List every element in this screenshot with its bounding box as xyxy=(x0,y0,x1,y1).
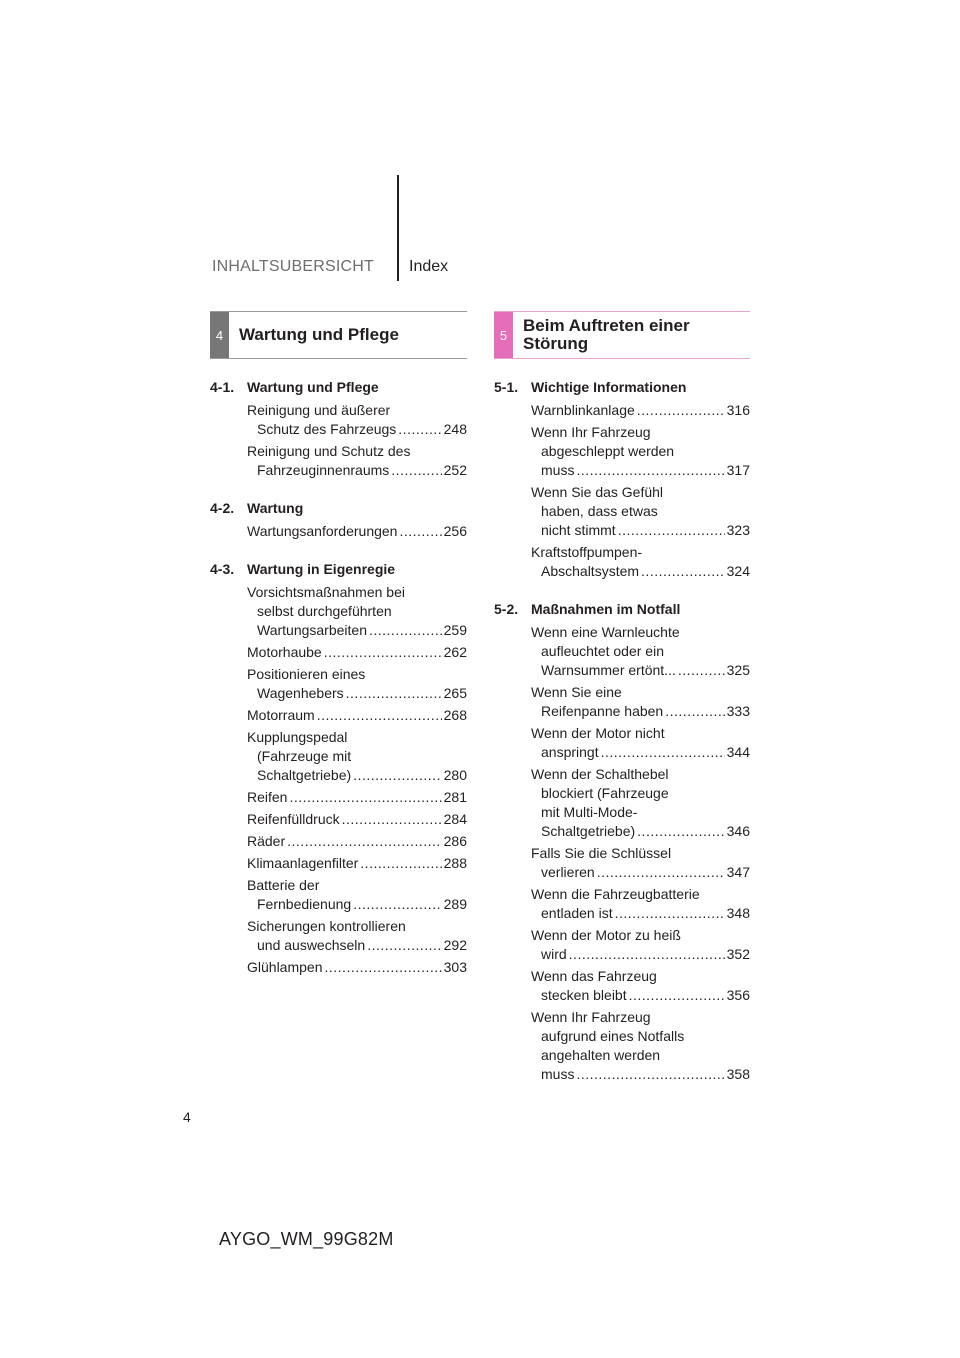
section-4-header xyxy=(210,311,467,359)
entry-last-line xyxy=(247,895,467,914)
entry-line: anspringt xyxy=(541,744,599,760)
toc-entry-link[interactable] xyxy=(247,876,467,914)
dot-leader xyxy=(637,822,724,841)
dot-leader xyxy=(369,621,442,640)
entry-last-line xyxy=(247,854,467,873)
entry-line: nicht stimmt xyxy=(541,522,616,538)
toc-entry-link[interactable] xyxy=(247,788,467,807)
toc-entry-link[interactable] xyxy=(247,665,467,703)
section-5-title: Beim Auftreten einer Störung xyxy=(523,316,690,353)
entry-last-line xyxy=(531,461,750,480)
entry-line: Positionieren eines xyxy=(247,666,366,682)
subsection-title: Wartung in Eigenregie xyxy=(247,561,396,577)
dot-leader xyxy=(597,863,725,882)
subsection-heading xyxy=(210,499,467,518)
entry-line: muss xyxy=(541,1066,575,1082)
dot-leader xyxy=(325,958,442,977)
toc-entry-link[interactable] xyxy=(531,844,750,882)
entry-line: blockiert (Fahrzeuge xyxy=(541,785,669,801)
entry-last-line xyxy=(531,822,750,841)
entry-last-line xyxy=(247,766,467,785)
toc-entry-link[interactable] xyxy=(247,958,467,977)
dot-leader xyxy=(324,643,442,662)
dot-leader xyxy=(289,788,441,807)
dot-leader xyxy=(367,936,441,955)
entry-line: Wenn Ihr Fahrzeug xyxy=(531,1009,651,1025)
toc-entry-link[interactable] xyxy=(247,728,467,785)
dot-leader xyxy=(601,743,725,762)
dot-leader xyxy=(317,706,442,725)
toc-entry-link[interactable] xyxy=(531,926,750,964)
entry-page-number: 268 xyxy=(443,707,467,723)
entry-page-number: 252 xyxy=(443,462,467,478)
entry-line: Reifenpanne haben xyxy=(541,703,664,719)
entry-line: Schaltgetriebe) xyxy=(541,823,636,839)
entry-line: Wenn der Motor zu heiß xyxy=(531,927,681,943)
entry-page-number: 286 xyxy=(443,833,467,849)
dot-leader xyxy=(576,1065,724,1084)
entry-last-line xyxy=(247,621,467,640)
toc-entry-link[interactable] xyxy=(247,854,467,873)
toc-entry-link[interactable] xyxy=(531,683,750,721)
toc-entry-link[interactable] xyxy=(531,724,750,762)
entry-last-line xyxy=(247,788,467,807)
entry-last-line xyxy=(247,706,467,725)
entry-page-number: 289 xyxy=(443,896,467,912)
dot-leader xyxy=(360,854,441,873)
section-5-header xyxy=(494,311,750,359)
entry-line: Schaltgetriebe) xyxy=(257,767,352,783)
entry-page-number: 347 xyxy=(726,864,750,880)
entry-last-line xyxy=(247,958,467,977)
dot-leader xyxy=(637,401,725,420)
entry-line: Reifenfülldruck xyxy=(247,811,340,827)
toc-entry-link[interactable] xyxy=(247,832,467,851)
entry-page-number: 262 xyxy=(443,644,467,660)
entry-page-number: 284 xyxy=(443,811,467,827)
subsection-number: 4-1. xyxy=(210,379,235,395)
section-4-tab: 4 xyxy=(210,312,229,358)
page-number: 4 xyxy=(183,1109,191,1125)
subsection-gap xyxy=(494,584,750,600)
entry-page-number: 325 xyxy=(726,662,750,678)
entry-page-number: 356 xyxy=(726,987,750,1003)
toc-entry-link[interactable] xyxy=(247,810,467,829)
entry-page-number: 324 xyxy=(726,563,750,579)
entry-line: muss xyxy=(541,462,575,478)
toc-entry-link[interactable] xyxy=(531,401,750,420)
entry-line: Vorsichtsmaßnahmen bei xyxy=(247,584,405,600)
entry-line: Batterie der xyxy=(247,877,320,893)
toc-entry-link[interactable] xyxy=(531,623,750,680)
entry-line: entladen ist xyxy=(541,905,613,921)
entry-last-line xyxy=(247,461,467,480)
entry-line: Abschaltsystem xyxy=(541,563,640,579)
entry-last-line xyxy=(247,522,467,541)
entry-line: Glühlampen xyxy=(247,959,323,975)
dot-leader xyxy=(391,461,441,480)
entry-line: und auswechseln xyxy=(257,937,366,953)
entry-page-number: 316 xyxy=(726,402,750,418)
dot-leader xyxy=(576,461,724,480)
entry-page-number: 292 xyxy=(443,937,467,953)
entry-last-line xyxy=(531,743,750,762)
entry-last-line xyxy=(247,810,467,829)
entry-page-number: 317 xyxy=(726,462,750,478)
section-5-tab: 5 xyxy=(494,312,513,358)
entry-page-number: 265 xyxy=(443,685,467,701)
subsection-gap xyxy=(210,483,467,499)
entry-page-number: 352 xyxy=(726,946,750,962)
entry-line: Wenn Sie das Gefühl xyxy=(531,484,664,500)
entry-line: verlieren xyxy=(541,864,595,880)
subsection-number: 4-3. xyxy=(210,561,235,577)
toc-entry-link[interactable] xyxy=(531,885,750,923)
entry-line: stecken bleibt xyxy=(541,987,627,1003)
toc-entry-link[interactable] xyxy=(247,401,467,439)
entry-page-number: 288 xyxy=(443,855,467,871)
subsection-number: 5-2. xyxy=(494,601,519,617)
entry-line: Warnsummer ertönt... xyxy=(541,662,676,678)
entry-page-number: 348 xyxy=(726,905,750,921)
dot-leader xyxy=(353,895,441,914)
toc-entry-link[interactable] xyxy=(247,706,467,725)
entry-line: mit Multi-Mode- xyxy=(541,804,638,820)
entry-last-line xyxy=(531,986,750,1005)
dot-leader xyxy=(665,702,724,721)
entry-page-number: 323 xyxy=(726,522,750,538)
dot-leader xyxy=(353,766,441,785)
entry-page-number: 358 xyxy=(726,1066,750,1082)
entry-line: Kupplungspedal xyxy=(247,729,348,745)
entry-line: Kraftstoffpumpen- xyxy=(531,544,643,560)
subsection-gap xyxy=(210,544,467,560)
toc-entry-link[interactable] xyxy=(531,1008,750,1084)
section-5-contents xyxy=(494,378,750,1087)
toc-entry-link[interactable] xyxy=(531,967,750,1005)
entry-line: Klimaanlagenfilter xyxy=(247,855,359,871)
toc-entry-link[interactable] xyxy=(531,543,750,581)
entry-line: Sicherungen kontrollieren xyxy=(247,918,406,934)
document-code: AYGO_WM_99G82M xyxy=(219,1229,394,1249)
toc-entry-link[interactable] xyxy=(247,917,467,955)
section-4-title: Wartung und Pflege xyxy=(239,325,399,344)
entry-line: Schutz des Fahrzeugs xyxy=(257,421,397,437)
entry-line: Motorraum xyxy=(247,707,315,723)
entry-last-line xyxy=(531,562,750,581)
entry-last-line xyxy=(531,401,750,420)
entry-line: Wartungsarbeiten xyxy=(257,622,367,638)
entry-page-number: 280 xyxy=(443,767,467,783)
entry-line: Wenn die Fahrzeugbatterie xyxy=(531,886,700,902)
entry-line: Räder xyxy=(247,833,286,849)
dot-leader xyxy=(398,420,441,439)
toc-entry-link[interactable] xyxy=(247,643,467,662)
header-divider xyxy=(397,175,399,281)
dot-leader xyxy=(618,521,725,540)
entry-last-line xyxy=(247,420,467,439)
entry-last-line xyxy=(531,661,750,680)
dot-leader xyxy=(346,684,442,703)
entry-line: Warnblinkanlage xyxy=(531,402,635,418)
entry-page-number: 281 xyxy=(443,789,467,805)
entry-page-number: 344 xyxy=(726,744,750,760)
entry-last-line xyxy=(247,832,467,851)
subsection-heading xyxy=(494,378,750,397)
entry-last-line xyxy=(531,863,750,882)
dot-leader xyxy=(615,904,725,923)
toc-entry-link[interactable] xyxy=(531,765,750,841)
entry-page-number: 346 xyxy=(726,823,750,839)
subsection-title: Wartung und Pflege xyxy=(247,379,379,395)
entry-line: Reinigung und Schutz des xyxy=(247,443,411,459)
entry-line: Wenn Ihr Fahrzeug xyxy=(531,424,651,440)
toc-entry-link[interactable] xyxy=(531,423,750,480)
entry-line: Wenn Sie eine xyxy=(531,684,622,700)
entry-line: aufgrund eines Notfalls xyxy=(541,1028,685,1044)
entry-line: Wartungsanforderungen xyxy=(247,523,398,539)
entry-last-line xyxy=(531,945,750,964)
entry-line: Motorhaube xyxy=(247,644,322,660)
entry-line: Wenn der Motor nicht xyxy=(531,725,665,741)
entry-page-number: 333 xyxy=(726,703,750,719)
entry-last-line xyxy=(247,684,467,703)
header-index-label[interactable]: Index xyxy=(409,258,449,275)
subsection-number: 4-2. xyxy=(210,500,235,516)
entry-last-line xyxy=(531,904,750,923)
entry-last-line xyxy=(531,1065,750,1084)
dot-leader xyxy=(678,661,725,680)
subsection-heading xyxy=(210,378,467,397)
dot-leader xyxy=(399,522,441,541)
subsection-title: Maßnahmen im Notfall xyxy=(531,601,681,617)
entry-line: Wenn der Schalthebel xyxy=(531,766,669,782)
dot-leader xyxy=(287,832,442,851)
entry-line: haben, dass etwas xyxy=(541,503,658,519)
toc-entry-link[interactable] xyxy=(247,442,467,480)
entry-page-number: 259 xyxy=(443,622,467,638)
entry-page-number: 248 xyxy=(443,421,467,437)
header-toc-label[interactable]: INHALTSUBERSICHT xyxy=(211,258,374,275)
dot-leader xyxy=(641,562,725,581)
entry-page-number: 303 xyxy=(443,959,467,975)
entry-line: selbst durchgeführten xyxy=(257,603,392,619)
entry-page-number: 256 xyxy=(443,523,467,539)
dot-leader xyxy=(569,945,725,964)
entry-line: Falls Sie die Schlüssel xyxy=(531,845,672,861)
entry-line: Fernbedienung xyxy=(257,896,352,912)
toc-entry-link[interactable] xyxy=(247,583,467,640)
entry-last-line xyxy=(531,521,750,540)
entry-line: aufleuchtet oder ein xyxy=(541,643,664,659)
entry-line: wird xyxy=(541,946,567,962)
entry-line: angehalten werden xyxy=(541,1047,661,1063)
entry-line: Reinigung und äußerer xyxy=(247,402,391,418)
toc-entry-link[interactable] xyxy=(531,483,750,540)
entry-line: Wenn eine Warnleuchte xyxy=(531,624,680,640)
subsection-number: 5-1. xyxy=(494,379,519,395)
subsection-title: Wartung xyxy=(247,500,304,516)
dot-leader xyxy=(629,986,725,1005)
entry-line: Reifen xyxy=(247,789,288,805)
entry-last-line xyxy=(247,936,467,955)
entry-line: abgeschleppt werden xyxy=(541,443,675,459)
subsection-heading xyxy=(210,560,467,579)
subsection-heading xyxy=(494,600,750,619)
entry-line: (Fahrzeuge mit xyxy=(257,748,352,764)
section-4-contents xyxy=(210,378,467,980)
entry-line: Wagenhebers xyxy=(257,685,344,701)
dot-leader xyxy=(342,810,442,829)
toc-entry-link[interactable] xyxy=(247,522,467,541)
subsection-title: Wichtige Informationen xyxy=(531,379,687,395)
entry-last-line xyxy=(247,643,467,662)
entry-last-line xyxy=(531,702,750,721)
entry-line: Wenn das Fahrzeug xyxy=(531,968,657,984)
entry-line: Fahrzeuginnenraums xyxy=(257,462,390,478)
